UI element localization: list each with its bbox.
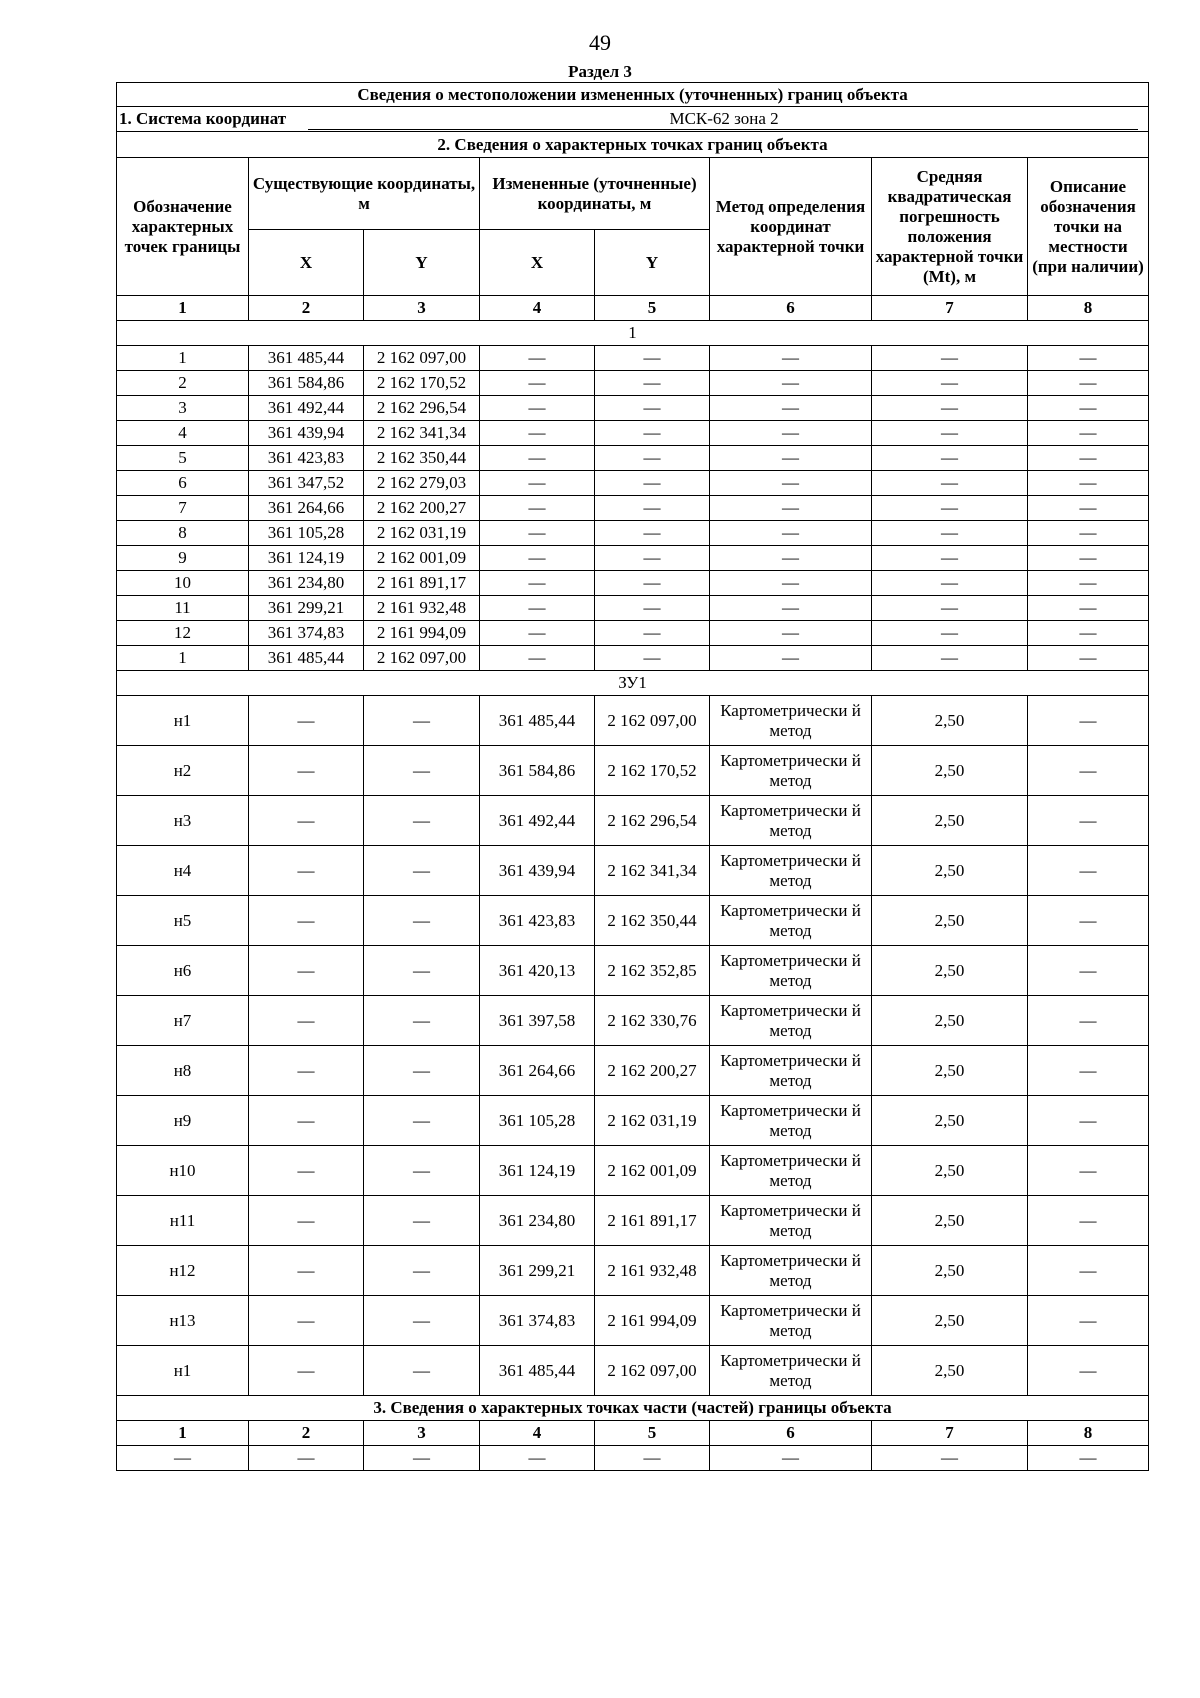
table-cell: — [364,1246,480,1296]
table-cell: — [710,396,872,421]
table-row [117,421,1149,446]
table-cell: 2,50 [872,846,1028,896]
table-cell: — [1028,1296,1149,1346]
table-cell: 11 [117,596,249,621]
table-cell: — [710,596,872,621]
table-cell: Картометрически й метод [710,1346,872,1396]
table-cell: н2 [117,746,249,796]
table-cell: — [1028,571,1149,596]
table-cell: — [249,796,364,846]
table-cell: 361 299,21 [249,596,364,621]
section2-title: 2. Сведения о характерных точках границ объекта [117,132,1149,158]
table-row [117,796,1149,846]
table-cell: — [595,546,710,571]
table-cell: Картометрически й метод [710,796,872,846]
coord-system-value: МСК-62 зона 2 [308,109,1138,130]
table-cell: — [595,346,710,371]
table-cell: — [480,421,595,446]
table-row [117,471,1149,496]
table-cell: 361 485,44 [480,696,595,746]
column-number: 1 [117,1421,249,1446]
column-number: 2 [249,1421,364,1446]
table-cell: — [249,696,364,746]
column-number: 7 [872,1421,1028,1446]
table-cell: — [872,421,1028,446]
table-cell: 361 485,44 [249,646,364,671]
table-cell: — [480,396,595,421]
table-cell: Картометрически й метод [710,896,872,946]
table-cell: 2,50 [872,896,1028,946]
table-cell: 2 162 279,03 [364,471,480,496]
table-cell: 2,50 [872,1046,1028,1096]
table-row [117,996,1149,1046]
table-row [117,521,1149,546]
table-cell: — [249,896,364,946]
table-cell: 2 162 031,19 [595,1096,710,1146]
header-point-designation: Обозначение характерных точек границы [117,158,249,296]
table-cell: 5 [117,446,249,471]
table-cell: — [1028,471,1149,496]
table-row [117,346,1149,371]
table-cell: — [1028,596,1149,621]
table-cell: 2,50 [872,996,1028,1046]
table-cell: 361 423,83 [480,896,595,946]
table-cell: — [1028,946,1149,996]
table-cell: — [1028,1146,1149,1196]
table-cell: — [710,521,872,546]
column-number: 4 [480,1421,595,1446]
table-cell: — [1028,521,1149,546]
table-cell: — [480,1446,595,1471]
table-cell: Картометрически й метод [710,846,872,896]
table-cell: — [1028,1046,1149,1096]
table-row [117,896,1149,946]
table-cell: н11 [117,1196,249,1246]
table-cell: Картометрически й метод [710,1096,872,1146]
table-cell: — [710,471,872,496]
table-cell: — [480,546,595,571]
table-cell: 2,50 [872,1096,1028,1146]
table-cell: Картометрически й метод [710,996,872,1046]
table-cell: — [249,1246,364,1296]
column-number: 5 [595,1421,710,1446]
table-row [117,621,1149,646]
page-number: 49 [589,30,611,55]
table-row [117,571,1149,596]
table-cell: — [595,571,710,596]
table-row [117,1296,1149,1346]
table-row [117,1096,1149,1146]
table-cell: Картометрически й метод [710,1296,872,1346]
table-cell: — [710,546,872,571]
table-row [117,646,1149,671]
table-cell: — [595,596,710,621]
table-cell: — [364,796,480,846]
table-cell: 2,50 [872,796,1028,846]
table-cell: — [872,571,1028,596]
table-cell: Картометрически й метод [710,1246,872,1296]
table-row [117,946,1149,996]
table-cell: — [364,1296,480,1346]
coord-system-row [117,107,1149,132]
column-number: 3 [364,1421,480,1446]
table-cell: Картометрически й метод [710,1146,872,1196]
table-cell: — [872,496,1028,521]
table-cell: н1 [117,696,249,746]
table-cell: — [480,621,595,646]
table-cell: — [364,1346,480,1396]
table-cell: — [1028,621,1149,646]
table-cell: 9 [117,546,249,571]
table-cell: — [710,1446,872,1471]
section3-numbers-row [117,1421,1149,1446]
column-number: 5 [595,296,710,321]
table-cell: 12 [117,621,249,646]
group-label: 1 [117,321,1149,346]
table-cell: — [249,1146,364,1196]
table-cell: — [595,421,710,446]
table-cell: 2,50 [872,1146,1028,1196]
table-cell: — [249,946,364,996]
table-cell: 2 162 097,00 [364,346,480,371]
table-cell: 2 162 200,27 [364,496,480,521]
table-cell: 361 105,28 [249,521,364,546]
table-cell: 361 584,86 [249,371,364,396]
table-body [117,83,1149,1471]
table-cell: — [1028,1446,1149,1471]
boundary-table [116,82,1149,1471]
table-cell: 4 [117,421,249,446]
table-cell: — [872,371,1028,396]
table-cell: 361 124,19 [480,1146,595,1196]
column-numbers-row [117,296,1149,321]
table-row [117,696,1149,746]
table-cell: 361 423,83 [249,446,364,471]
table-cell: — [595,496,710,521]
table-cell: 10 [117,571,249,596]
table-row [117,446,1149,471]
header-existing-y: Y [364,230,480,296]
table-row [117,1346,1149,1396]
table-row [117,1196,1149,1246]
table-cell: — [595,1446,710,1471]
table-cell: 361 299,21 [480,1246,595,1296]
table-cell: 361 234,80 [249,571,364,596]
table-cell: — [1028,496,1149,521]
table-cell: 2 161 891,17 [364,571,480,596]
table-cell: — [364,1446,480,1471]
section3-title: 3. Сведения о характерных точках части (частей) границы объекта [117,1396,1149,1421]
table-cell: — [1028,446,1149,471]
table-cell: 2,50 [872,1196,1028,1246]
table-cell: 2 162 097,00 [364,646,480,671]
column-number: 2 [249,296,364,321]
table-cell: — [710,496,872,521]
table-cell: 361 492,44 [480,796,595,846]
table-cell: — [249,1046,364,1096]
table-cell: — [710,646,872,671]
table-cell: — [1028,546,1149,571]
table-cell: — [1028,746,1149,796]
table-cell: — [249,996,364,1046]
table-cell: — [595,621,710,646]
table-cell: — [595,521,710,546]
table-cell: 361 485,44 [249,346,364,371]
column-number: 6 [710,296,872,321]
table-row [117,496,1149,521]
table-cell: — [249,1096,364,1146]
table-cell: 361 374,83 [249,621,364,646]
table-cell: — [117,1446,249,1471]
table-cell: — [364,996,480,1046]
table-cell: 361 492,44 [249,396,364,421]
header-error: Средняя квадратическая погрешность положения характерной точки (Mt), м [872,158,1028,296]
table-row [117,746,1149,796]
table-cell: 2,50 [872,746,1028,796]
table-cell: — [249,1346,364,1396]
table-cell: — [480,521,595,546]
table-cell: — [1028,1246,1149,1296]
table-row [117,1046,1149,1096]
table-row [117,546,1149,571]
coord-system-label: 1. Система координат [119,109,287,128]
table-cell: н12 [117,1246,249,1296]
table-cell: 2,50 [872,1296,1028,1346]
header-existing-coords: Существующие координаты, м [249,158,480,230]
table-cell: н10 [117,1146,249,1196]
table-cell: 361 374,83 [480,1296,595,1346]
table-cell: — [1028,896,1149,946]
header-existing-x: X [249,230,364,296]
table-cell: 361 420,13 [480,946,595,996]
table-cell: Картометрически й метод [710,696,872,746]
table-cell: — [480,496,595,521]
table-cell: — [1028,796,1149,846]
header-method: Метод определения координат характерной точки [710,158,872,296]
table-row [117,371,1149,396]
table-cell: — [595,371,710,396]
table-cell: 361 124,19 [249,546,364,571]
table-cell: — [872,396,1028,421]
table-cell: — [249,846,364,896]
table-cell: — [364,1146,480,1196]
column-number: 6 [710,1421,872,1446]
table-cell: 8 [117,521,249,546]
table-cell: — [710,446,872,471]
table-cell: 2 162 350,44 [595,896,710,946]
table-cell: — [249,1446,364,1471]
table-cell: — [595,396,710,421]
section3-row [117,1396,1149,1421]
column-number: 3 [364,296,480,321]
table-cell: 2,50 [872,946,1028,996]
table-cell: — [872,1446,1028,1471]
table-cell: — [480,571,595,596]
table-cell: 2 162 097,00 [595,696,710,746]
table-cell: 361 397,58 [480,996,595,1046]
table-cell: — [1028,696,1149,746]
column-number: 8 [1028,296,1149,321]
table-cell: 361 347,52 [249,471,364,496]
table-cell: — [480,371,595,396]
table-cell: н13 [117,1296,249,1346]
table-cell: — [1028,371,1149,396]
table-cell: — [710,346,872,371]
column-number: 4 [480,296,595,321]
table-cell: н7 [117,996,249,1046]
table-cell: 361 439,94 [249,421,364,446]
table-cell: 2,50 [872,1246,1028,1296]
table-cell: — [1028,396,1149,421]
table-cell: — [480,596,595,621]
table-cell: 2,50 [872,1346,1028,1396]
table-cell: н8 [117,1046,249,1096]
table-cell: — [1028,646,1149,671]
header-changed-coords: Измененные (уточненные) координаты, м [480,158,710,230]
column-number: 1 [117,296,249,321]
table-cell: Картометрически й метод [710,946,872,996]
table-cell: — [1028,1096,1149,1146]
table-cell: — [872,446,1028,471]
table-cell: — [249,1296,364,1346]
table-cell: 361 584,86 [480,746,595,796]
table-row [117,1246,1149,1296]
table-cell: — [364,946,480,996]
table-cell: — [872,546,1028,571]
table-cell: 2 162 296,54 [595,796,710,846]
table-cell: — [480,471,595,496]
table-cell: — [364,846,480,896]
group-row [117,671,1149,696]
table-cell: — [1028,996,1149,1046]
table-cell: — [872,596,1028,621]
table-cell: 6 [117,471,249,496]
table-cell: 361 264,66 [480,1046,595,1096]
table-cell: н6 [117,946,249,996]
table-cell: 361 439,94 [480,846,595,896]
table-cell: 2 161 932,48 [364,596,480,621]
table-cell: — [595,446,710,471]
table-cell: 361 485,44 [480,1346,595,1396]
table-cell: 2 162 341,34 [595,846,710,896]
table-cell: — [710,621,872,646]
table-cell: 361 264,66 [249,496,364,521]
table-cell: — [872,646,1028,671]
table-cell: — [872,346,1028,371]
table-cell: 2 162 330,76 [595,996,710,1046]
table-cell: 2 161 891,17 [595,1196,710,1246]
header-changed-y: Y [595,230,710,296]
table-cell: — [595,471,710,496]
table-cell: 2 [117,371,249,396]
table-cell: Картометрически й метод [710,1196,872,1246]
table-cell: 2 162 001,09 [595,1146,710,1196]
group-label: ЗУ1 [117,671,1149,696]
table-cell: 2 162 170,52 [595,746,710,796]
table-cell: 2 162 001,09 [364,546,480,571]
table-cell: — [1028,1196,1149,1246]
table-cell: — [1028,846,1149,896]
table-cell: 2,50 [872,696,1028,746]
table-cell: — [249,1196,364,1246]
table-cell: 2 162 341,34 [364,421,480,446]
table-cell: н1 [117,1346,249,1396]
table-cell: — [364,696,480,746]
table-cell: — [480,646,595,671]
table-row [117,596,1149,621]
table-cell: Картометрически й метод [710,1046,872,1096]
table-cell: — [364,1046,480,1096]
column-number: 8 [1028,1421,1149,1446]
header-changed-x: X [480,230,595,296]
group-row [117,321,1149,346]
table-row [117,846,1149,896]
table-cell: 2 162 170,52 [364,371,480,396]
table-cell: н5 [117,896,249,946]
table-cell: 2 162 097,00 [595,1346,710,1396]
table-cell: н3 [117,796,249,846]
table-cell: — [1028,421,1149,446]
table-cell: 2 161 932,48 [595,1246,710,1296]
table-cell: — [364,746,480,796]
table-cell: 2 162 350,44 [364,446,480,471]
table-cell: — [710,371,872,396]
header-description: Описание обозначения точки на местности (при наличии) [1028,158,1149,296]
table-cell: 2 161 994,09 [364,621,480,646]
table-cell: Картометрически й метод [710,746,872,796]
table-cell: — [364,1196,480,1246]
table-cell: — [710,421,872,446]
table-cell: 2 162 031,19 [364,521,480,546]
table-cell: — [872,471,1028,496]
table-cell: 1 [117,346,249,371]
table-cell: 2 162 200,27 [595,1046,710,1096]
table-cell: 361 105,28 [480,1096,595,1146]
table-cell: — [872,621,1028,646]
column-number: 7 [872,296,1028,321]
section-title: Раздел 3 [568,62,632,81]
table-cell: — [364,896,480,946]
table-cell: н4 [117,846,249,896]
table-row [117,1146,1149,1196]
table-row [117,396,1149,421]
table-cell: — [872,521,1028,546]
table-cell: — [1028,1346,1149,1396]
table-cell: 361 234,80 [480,1196,595,1246]
table-row [117,1446,1149,1471]
table-cell: — [364,1096,480,1146]
table-cell: 2 162 352,85 [595,946,710,996]
table-title: Сведения о местоположении измененных (уточненных) границ объекта [117,83,1149,107]
table-cell: — [710,571,872,596]
table-cell: — [1028,346,1149,371]
table-cell: н9 [117,1096,249,1146]
table-cell: — [249,746,364,796]
table-cell: — [480,346,595,371]
table-cell: — [595,646,710,671]
table-cell: 2 161 994,09 [595,1296,710,1346]
table-cell: 3 [117,396,249,421]
table-cell: 2 162 296,54 [364,396,480,421]
table-cell: 7 [117,496,249,521]
table-cell: — [480,446,595,471]
table-cell: 1 [117,646,249,671]
